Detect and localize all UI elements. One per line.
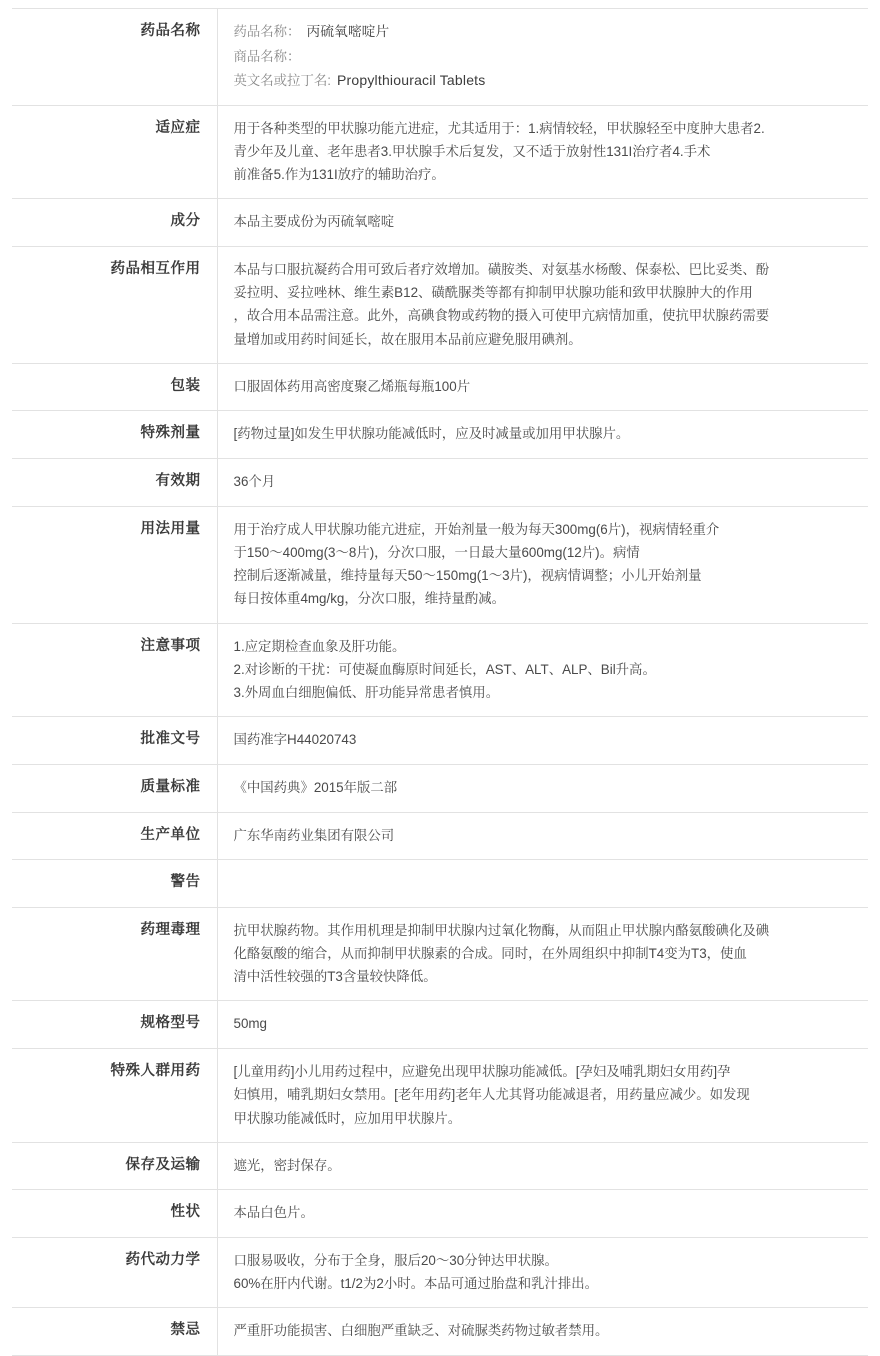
table-row xyxy=(12,908,868,1001)
row-value xyxy=(217,1142,868,1190)
row-label: 药代动力学 xyxy=(12,1238,217,1308)
row-label: 保存及运输 xyxy=(12,1142,217,1190)
drug-info-table xyxy=(12,8,868,1356)
value-line: 每日按体重4mg/kg，分次口服，维持量酌减。 xyxy=(233,591,506,607)
table-row xyxy=(12,1308,868,1356)
value-line: 用于各种类型的甲状腺功能亢进症，尤其适用于：1.病情较轻，甲状腺轻至中度肿大患者2. xyxy=(233,121,765,137)
value-line: 国药准字H44020743 xyxy=(233,731,357,747)
value-line: 前准备5.作为131I放疗的辅助治疗。 xyxy=(233,167,445,183)
value-line xyxy=(234,871,859,883)
value-line: 量增加或用药时间延长，故在服用本品前应避免服用碘剂。 xyxy=(233,331,582,347)
row-label: 特殊人群用药 xyxy=(12,1049,217,1142)
row-label: 特殊剂量 xyxy=(12,411,217,459)
value-line: 本品白色片。 xyxy=(233,1205,314,1221)
value-line: 50mg xyxy=(233,1016,267,1032)
row-value xyxy=(217,106,868,199)
table-row xyxy=(12,1001,868,1049)
value-line: 《中国药典》2015年版二部 xyxy=(233,779,398,795)
row-value xyxy=(217,1001,868,1049)
value-line: 严重肝功能损害、白细胞严重缺乏、对硫脲类药物过敏者禁用。 xyxy=(233,1323,609,1339)
row-value xyxy=(217,411,868,459)
name-field-label: 商品名称： xyxy=(233,48,301,64)
row-label: 包装 xyxy=(12,363,217,411)
row-label: 药理毒理 xyxy=(12,908,217,1001)
value-line: 妇慎用，哺乳期妇女禁用。[老年用药]老年人尤其肾功能减退者，用药量应减少。如发现 xyxy=(233,1087,750,1103)
table-row xyxy=(12,716,868,764)
table-row xyxy=(12,507,868,623)
row-label: 警告 xyxy=(12,860,217,908)
row-value xyxy=(217,812,868,860)
name-field-label: 药品名称： xyxy=(233,24,301,39)
table-row xyxy=(12,812,868,860)
row-value xyxy=(217,459,868,507)
value-line: 1.应定期检查血象及肝功能。 xyxy=(233,638,406,654)
table-row xyxy=(12,623,868,716)
table-body xyxy=(12,9,868,1356)
row-value xyxy=(217,247,868,363)
value-line: 口服固体药用高密度聚乙烯瓶每瓶100片 xyxy=(233,378,471,394)
table-row xyxy=(12,459,868,507)
value-line: 用于治疗成人甲状腺功能亢进症，开始剂量一般为每天300mg(6片)，视病情轻重介 xyxy=(233,522,720,538)
value-line: [药物过量]如发生甲状腺功能减低时，应及时减量或加用甲状腺片。 xyxy=(233,426,630,442)
name-field xyxy=(234,20,859,45)
value-line: 抗甲状腺药物。其作用机理是抑制甲状腺内过氧化物酶，从而阻止甲状腺内酪氨酸碘化及碘 xyxy=(233,923,770,939)
name-field xyxy=(234,68,859,93)
name-field-label: 英文名或拉丁名: xyxy=(233,73,331,89)
row-label: 生产单位 xyxy=(12,812,217,860)
row-label: 批准文号 xyxy=(12,716,217,764)
value-line: 口服易吸收，分布于全身，服后20～30分钟达甲状腺。 xyxy=(233,1253,558,1269)
row-label: 药品名称 xyxy=(12,9,217,106)
value-line: 2.对诊断的干扰：可使凝血酶原时间延长，AST、ALT、ALP、Bil升高。 xyxy=(233,661,656,677)
row-value xyxy=(217,908,868,1001)
row-label: 有效期 xyxy=(12,459,217,507)
value-line: 广东华南药业集团有限公司 xyxy=(233,827,395,843)
value-line: [儿童用药]小儿用药过程中，应避免出现甲状腺功能减低。[孕妇及哺乳期妇女用药]孕 xyxy=(233,1064,731,1080)
value-line: 本品主要成份为丙硫氧嘧啶 xyxy=(233,214,395,230)
row-label: 规格型号 xyxy=(12,1001,217,1049)
row-label: 适应症 xyxy=(12,106,217,199)
row-label: 质量标准 xyxy=(12,764,217,812)
table-row xyxy=(12,106,868,199)
value-line: 妥拉明、妥拉唑林、维生素B12、磺酰脲类等都有抑制甲状腺功能和致甲状腺肿大的作用 xyxy=(233,285,753,301)
table-row xyxy=(12,9,868,106)
row-value xyxy=(217,860,868,908)
value-line: 甲状腺功能减低时，应加用甲状腺片。 xyxy=(233,1110,462,1126)
name-field-value: 丙硫氧嘧啶片 xyxy=(306,24,390,39)
table-row xyxy=(12,764,868,812)
row-label: 药品相互作用 xyxy=(12,247,217,363)
value-line: 3.外周血白细胞偏低、肝功能异常患者慎用。 xyxy=(233,684,500,700)
value-line: 本品与口服抗凝药合用可致后者疗效增加。磺胺类、对氨基水杨酸、保泰松、巴比妥类、酚 xyxy=(233,262,770,278)
row-label: 性状 xyxy=(12,1190,217,1238)
value-line: 化酪氨酸的缩合，从而抑制甲状腺素的合成。同时，在外周组织中抑制T4变为T3，使血 xyxy=(233,946,747,962)
table-row xyxy=(12,1238,868,1308)
row-label: 注意事项 xyxy=(12,623,217,716)
row-value xyxy=(217,1190,868,1238)
row-value xyxy=(217,764,868,812)
row-label: 成分 xyxy=(12,199,217,247)
table-row xyxy=(12,1190,868,1238)
value-line: 于150～400mg(3～8片)，分次口服，一日最大量600mg(12片)。病情 xyxy=(233,545,640,561)
row-label: 用法用量 xyxy=(12,507,217,623)
value-line: ，故合用本品需注意。此外，高碘食物或药物的摄入可使甲亢病情加重，使抗甲状腺药需要 xyxy=(233,308,770,324)
row-value xyxy=(217,716,868,764)
name-field xyxy=(234,45,859,69)
value-line: 清中活性较强的T3含量较快降低。 xyxy=(233,969,437,985)
row-value xyxy=(217,199,868,247)
value-line: 60%在肝内代谢。t1/2为2小时。本品可通过胎盘和乳汁排出。 xyxy=(233,1276,599,1292)
table-row xyxy=(12,247,868,363)
row-value xyxy=(217,1238,868,1308)
row-value xyxy=(217,623,868,716)
row-value xyxy=(217,1049,868,1142)
row-value xyxy=(217,507,868,623)
value-line: 36个月 xyxy=(233,474,276,490)
table-row xyxy=(12,1049,868,1142)
row-value xyxy=(217,363,868,411)
table-row xyxy=(12,363,868,411)
row-label: 禁忌 xyxy=(12,1308,217,1356)
name-field-value: Propylthiouracil Tablets xyxy=(336,72,486,89)
row-value xyxy=(217,9,868,106)
table-row xyxy=(12,411,868,459)
value-line: 遮光，密封保存。 xyxy=(233,1157,341,1173)
table-row xyxy=(12,1142,868,1190)
table-row xyxy=(12,199,868,247)
table-row xyxy=(12,860,868,908)
row-value xyxy=(217,1308,868,1356)
value-line: 控制后逐渐减量，维持量每天50～150mg(1～3片)，视病情调整；小儿开始剂量 xyxy=(233,568,702,584)
value-line: 青少年及儿童、老年患者3.甲状腺手术后复发，又不适于放射性131I治疗者4.手术 xyxy=(233,144,711,160)
